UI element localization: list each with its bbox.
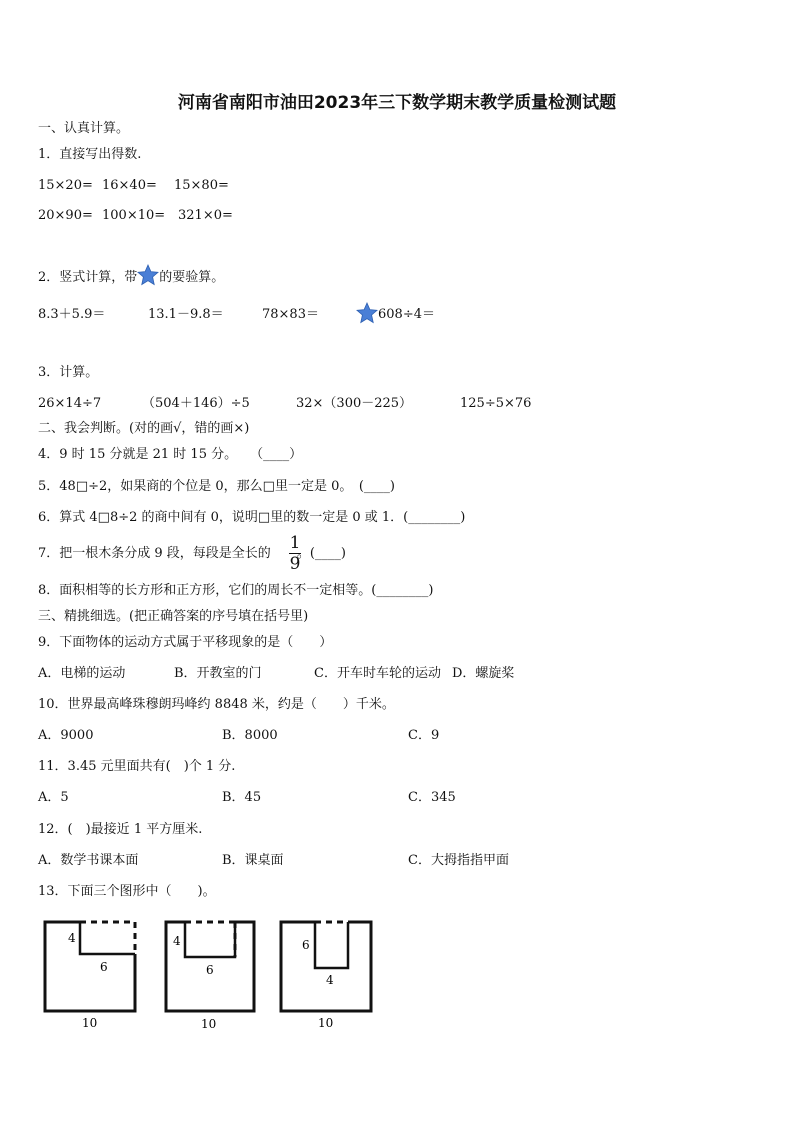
q7-text: 7．把一根木条分成 9 段，每段是全长的 [38, 546, 271, 561]
q2-item: 608÷4＝ [378, 307, 435, 322]
section-1-heading: 一、认真计算。 [38, 121, 130, 136]
q10-prompt: 10．世界最高峰珠穆朗玛峰约 8848 米，约是（ ）千米。 [38, 697, 395, 712]
q5: 5．48□÷2，如果商的个位是 0，那么□里一定是 0。 (____) [38, 479, 395, 494]
option-c: C．大拇指指甲面 [408, 853, 509, 868]
q1-item: 20×90= [38, 208, 93, 223]
option-a: A．9000 [38, 728, 94, 743]
q2-item: 8.3＋5.9＝ [38, 307, 106, 322]
star-icon [137, 264, 159, 286]
q4: 4．9 时 15 分就是 21 时 15 分。 （____） [38, 447, 303, 462]
q2-item: 13.1－9.8＝ [148, 307, 224, 322]
fig1-label-c: 10 [82, 1016, 98, 1030]
figure-2 [166, 922, 254, 1031]
fraction-denominator: 9 [289, 554, 301, 574]
q3-prompt: 3．计算。 [38, 365, 99, 380]
q1-prompt: 1．直接写出得数. [38, 147, 142, 162]
fig2-label-a: 4 [173, 934, 181, 948]
q2-item: 78×83＝ [262, 307, 319, 322]
q1-item: 16×40= [102, 178, 157, 193]
q1-item: 15×80= [174, 178, 229, 193]
q11-prompt: 11．3.45 元里面共有( )个 1 分. [38, 759, 236, 774]
option-a: A．电梯的运动 [38, 666, 126, 681]
section-3-heading: 三、精挑细选。(把正确答案的序号填在括号里) [38, 609, 309, 624]
option-c: C．开车时车轮的运动 [314, 666, 441, 681]
option-a: A．数学书课本面 [38, 853, 139, 868]
q3-item: 32×（300－225） [296, 396, 413, 411]
q6: 6．算式 4□8÷2 的商中间有 0，说明□里的数一定是 0 或 1．(________) [38, 510, 466, 525]
q1-item: 100×10= [102, 208, 166, 223]
section-2-heading: 二、我会判断。(对的画√，错的画×) [38, 421, 250, 436]
option-d: D．螺旋桨 [452, 666, 515, 681]
q9-prompt: 9．下面物体的运动方式属于平移现象的是（ ） [38, 635, 333, 650]
figure-3 [281, 922, 371, 1030]
fig2-label-c: 10 [201, 1017, 217, 1031]
q2-prompt [38, 264, 224, 287]
option-b: B．开教室的门 [174, 666, 262, 681]
star-icon [356, 302, 378, 324]
q1-item: 15×20= [38, 178, 93, 193]
option-c: C．345 [408, 790, 456, 805]
fig3-label-b: 4 [326, 973, 334, 987]
q13-figures [38, 915, 378, 1035]
option-c: C．9 [408, 728, 440, 743]
fig2-label-b: 6 [206, 963, 214, 977]
option-b: B．45 [222, 790, 262, 805]
q2-prompt-end: 的要验算。 [159, 270, 225, 285]
q3-item: 26×14÷7 [38, 396, 102, 411]
q1-item: 321×0= [178, 208, 233, 223]
figure-1 [45, 922, 135, 1030]
q7-answer: 。(____) [296, 546, 346, 561]
option-a: A．5 [38, 790, 69, 805]
fig3-label-a: 6 [302, 938, 310, 952]
option-b: B．课桌面 [222, 853, 284, 868]
fig1-label-b: 6 [100, 960, 108, 974]
page-title: 河南省南阳市油田2023年三下数学期末教学质量检测试题 [177, 93, 617, 113]
fig3-label-c: 10 [318, 1016, 334, 1030]
q13-prompt: 13．下面三个图形中（ )。 [38, 884, 216, 899]
option-b: B．8000 [222, 728, 278, 743]
q3-item: （504＋146）÷5 [142, 396, 250, 411]
q12-prompt: 12．( )最接近 1 平方厘米. [38, 822, 203, 837]
fraction-one-ninth [289, 534, 301, 573]
fraction-numerator: 1 [289, 533, 301, 553]
fig1-label-a: 4 [68, 931, 76, 945]
q2-prompt-start: 2．竖式计算，带 [38, 270, 138, 285]
q3-item: 125÷5×76 [460, 396, 532, 411]
q8: 8．面积相等的长方形和正方形，它们的周长不一定相等。(________) [38, 583, 434, 598]
